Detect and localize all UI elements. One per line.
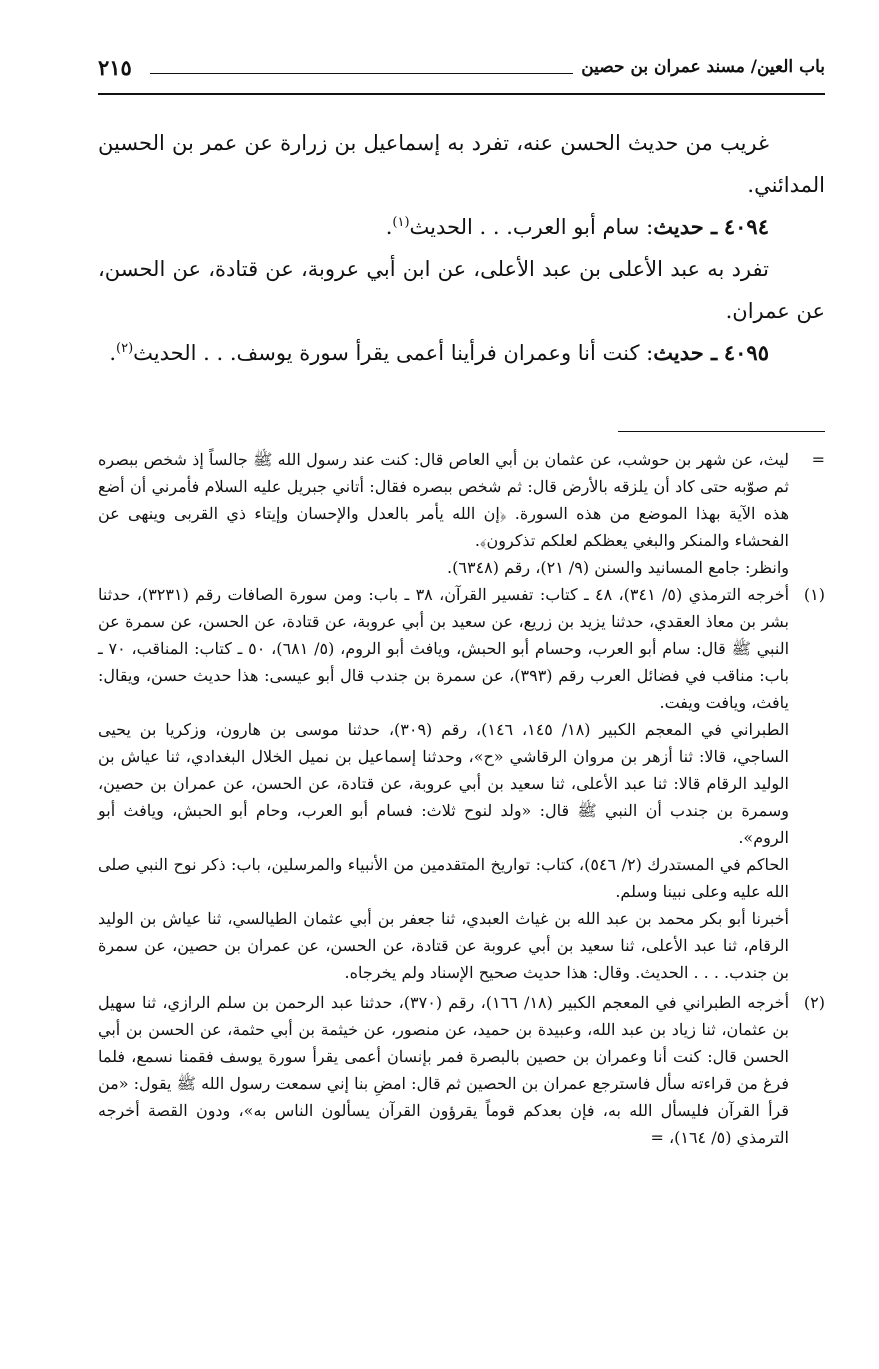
footnote-1 <box>98 581 825 986</box>
footnote-ref-1[interactable]: (١) <box>392 215 410 230</box>
continuation-mark-end: = <box>650 1128 664 1147</box>
hadith-text: : سام أبو العرب. . . الحديث <box>409 215 654 239</box>
footnote-1-para-2: الطبراني في المعجم الكبير (١٨/ ١٤٥، ١٤٦)، رقم (٣٠٩)، حدثنا موسى بن هارون، وزكريا بن يحيى الساجي، قالا: ثنا أزهر بن مروان الرقاشي «ح»، وحدثنا إسماعيل بن نميل الخلال البغدادي، ثنا عياش بن الوليد الرقام قالا: ثنا عبد الأعلى، ثنا سعيد بن أبي عروبة، عن قتادة، عن الحسن، عن عمران بن حصين، وسمرة بن جندب أن النبي ﷺ قال: «ولد لنوح ثلاث: فسام أبو العرب، وحام أبو الحبش، ويافث أبو الروم». <box>98 720 790 847</box>
header-rule <box>98 93 825 95</box>
hadith-number: ٤٠٩٥ <box>723 340 769 365</box>
hadith-text: : كنت أنا وعمران فرأينا أعمى يقرأ سورة يوسف. . . الحديث <box>133 341 654 365</box>
footnote-2-para-1: أخرجه الطبراني في المعجم الكبير (١٨/ ١٦٦)، رقم (٣٧٠)، حدثنا عبد الرحمن بن سلم الرازي، ثنا سهيل بن عثمان، ثنا زياد بن عبد الله، وعبيدة بن حميد، عن منصور، عن خيثمة بن أبي حثمة، عن الحسن بن أبي الحسن قال: كنت أنا وعمران بن حصين بالبصرة فمر بإنسان أعمى يقرأ سورة يوسف فقمنا نسمع، فلما فرغ من قراءته سأل فاسترجع عمران بن الحصين ثم قال: امضِ بنا إني سمعت رسول الله ﷺ يقول: «من قرأ القرآن فليسأل الله به، فإن بعدكم قوماً يقرؤون القرآن يسألون الناس به»، ودون القصة أخرجه الترمذي (٥/ ١٦٤)، = <box>98 993 790 1147</box>
footnote-2 <box>98 989 825 1151</box>
footnote-separator <box>618 431 825 432</box>
footnote-1-para-3: الحاكم في المستدرك (٢/ ٥٤٦)، كتاب: تواريخ المتقدمين من الأنبياء والمرسلين، باب: ذكر نوح النبي صلى الله عليه وعلى نبينا وسلم. <box>98 855 789 901</box>
footnote-mark-1: (١) <box>803 585 825 604</box>
footnote-ref-2[interactable]: (٢) <box>116 341 134 356</box>
footnotes <box>98 446 825 1151</box>
header-fill-line <box>150 73 573 74</box>
header-title: باب العين/ مسند عمران بن حصين <box>581 57 825 77</box>
hadith-keyword: ـ حديث <box>653 340 718 365</box>
hadith-4095: ٤٠٩٥ ـ حديث: كنت أنا وعمران فرأينا أعمى يقرأ سورة يوسف. . . الحديث$^{(٢)}$. <box>109 340 769 365</box>
footnote-see-also: وانظر: جامع المسانيد والسنن (٩/ ٢١)، رقم (٦٣٤٨). <box>447 558 789 577</box>
footnote-1-para-1: أخرجه الترمذي (٥/ ٣٤١)، ٤٨ ـ كتاب: تفسير القرآن، ٣٨ ـ باب: ومن سورة الصافات رقم (٣٢٣١)، حدثنا بشر بن معاذ العقدي، حدثنا يزيد بن زريع، عن سعيد بن أبي عروبة، عن قتادة، عن الحسن، عن سمرة عن النبي ﷺ قال: سام أبو العرب، وحسام أبو الحبش، ويافث أبو الروم، (٥/ ٦٨١)، ٥٠ ـ كتاب: المناقب، ٧٠ ـ باب: مناقب في فضائل العرب رقم (٣٩٣)، عن سمرة بن جندب قال أبو عيسى: هذا حديث حسن، ويقال: يافث، ويافت ويفت. <box>98 585 790 712</box>
page-number: ٢١٥ <box>98 55 132 80</box>
paragraph-gharib: غريب من حديث الحسن عنه، تفرد به إسماعيل بن زرارة عن عمر بن الحسين المدائني. <box>98 131 825 197</box>
hadith-keyword: ـ حديث <box>653 214 718 239</box>
footnote-continued <box>98 446 825 581</box>
hadith-4094: ٤٠٩٤ ـ حديث: سام أبو العرب. . . الحديث$^{(١)}$. <box>385 214 769 239</box>
hadith-number: ٤٠٩٤ <box>723 214 769 239</box>
footnote-mark-2: (٢) <box>803 993 825 1012</box>
main-text <box>98 122 825 374</box>
footnote-1-para-4: أخبرنا أبو بكر محمد بن عبد الله بن غياث العبدي، ثنا جعفر بن أبي عثمان الطيالسي، ثنا عياش بن الوليد الرقام، ثنا عبد الأعلى، ثنا سعيد بن أبي عروبة عن قتادة، عن الحسن، عن عمران بن حصين، عن سمرة بن جندب. . . . الحديث. وقال: هذا حديث صحيح الإسناد ولم يخرجاه. <box>98 909 789 982</box>
paragraph-tafarrad: تفرد به عبد الأعلى بن عبد الأعلى، عن ابن أبي عروبة، عن قتادة، عن الحسن، عن عمران. <box>98 257 825 323</box>
continuation-mark: = <box>811 450 825 469</box>
footnote-text: ليث، عن شهر بن حوشب، عن عثمان بن أبي العاص قال: كنت عند رسول الله ﷺ جالساً إذ شخص ببصره ثم صوّبه حتى كاد أن يلزقه بالأرض قال: ثم شخص ببصره فقال: أتاني جبريل عليه السلام فأمرني أن أضع هذه الآية بهذا الموضع من هذه السورة. ﴿إن الله يأمر بالعدل والإحسان وإيتاء ذي القربى وينهى عن الفحشاء والمنكر والبغي يعظكم لعلكم تذكرون﴾. <box>98 450 789 550</box>
running-header <box>98 55 825 89</box>
